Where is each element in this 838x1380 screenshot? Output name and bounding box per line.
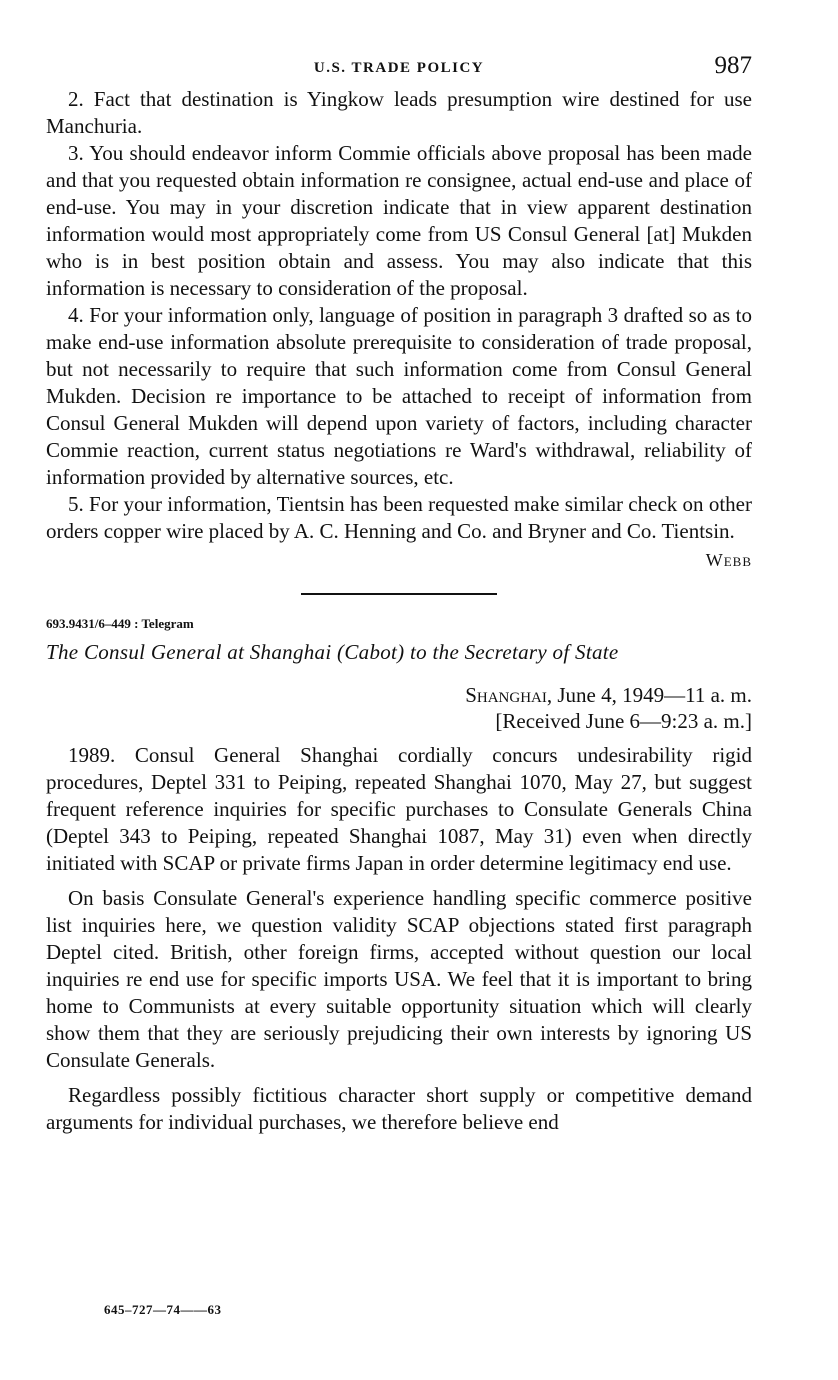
telegram-paragraph-1: 1989. Consul General Shanghai cordially concurs undesirability rigid procedures, Deptel 331 to Peiping, repeated Shanghai 1070, May 27, but suggest frequent reference inquiries for specific purchases to Consulate Generals China (Deptel 343 to Peiping, repeated Shanghai 1087, May 31) even when directly initiated with SCAP or private firms Japan in order determine legitimacy end use. bbox=[46, 743, 752, 875]
document-page bbox=[46, 52, 752, 1136]
page-number: 987 bbox=[714, 52, 752, 79]
paragraph-2: 2. Fact that destination is Yingkow leads presumption wire destined for use Manchuria. bbox=[46, 87, 752, 138]
telegram-document bbox=[46, 615, 752, 1136]
telegram-paragraph-2: On basis Consulate General's experience handling specific commerce positive list inquiries here, we question validity SCAP objections stated first paragraph Deptel cited. British, other foreign firms, accepted without question our local inquiries re end use for specific imports USA. We feel that it is important to bring home to Communists at every suitable opportunity situation which will clearly show them that they are seriously prejudicing their own interests by ignoring US Consulate Generals. bbox=[46, 886, 752, 1072]
continued-section bbox=[46, 86, 752, 574]
dateline-date: , June 4, 1949—11 a. m. bbox=[546, 683, 752, 707]
section-divider bbox=[301, 593, 497, 595]
paragraph-4: 4. For your information only, language of position in paragraph 3 drafted so as to make end-use information absolute prerequisite to consideration of trade proposal, but not necessarily to require that such information come from Consul General Mukden. Decision re importance to be attached to receipt of information from Consul General Mukden will depend upon variety of factors, including character Commie reaction, current status negotiations re Ward's withdrawal, reliability of information provided by alternative sources, etc. bbox=[46, 303, 752, 489]
running-head: U.S. TRADE POLICY bbox=[313, 60, 485, 76]
paragraph-3: 3. You should endeavor inform Commie officials above proposal has been made and that you requested obtain information re consignee, actual end-use and place of end-use. You may in your discretion indicate that in view apparent destination information would most appropriately come from US Consul General [at] Mukden who is in best position obtain and assess. You may also indicate that this information is necessary to consideration of the proposal. bbox=[46, 141, 752, 300]
telegram-body bbox=[46, 742, 752, 1136]
dateline-city: Shanghai bbox=[465, 683, 547, 707]
paragraph-5: 5. For your information, Tientsin has been requested make similar check on other orders copper wire placed by A. C. Henning and Co. and Bryner and Co. Tientsin. bbox=[46, 492, 752, 543]
page-header bbox=[46, 52, 752, 86]
received-line: [Received June 6—9:23 a. m.] bbox=[495, 709, 752, 733]
document-title: The Consul General at Shanghai (Cabot) to the Secretary of State bbox=[46, 640, 619, 664]
printer-footer: 645–727—74——63 bbox=[104, 1302, 222, 1317]
telegram-paragraph-3: Regardless possibly fictitious character short supply or competitive demand arguments for individual purchases, we therefore believe end bbox=[46, 1083, 752, 1134]
dateline bbox=[46, 682, 752, 708]
file-reference: 693.9431/6–449 : Telegram bbox=[46, 616, 194, 631]
signature: Webb bbox=[705, 550, 752, 570]
